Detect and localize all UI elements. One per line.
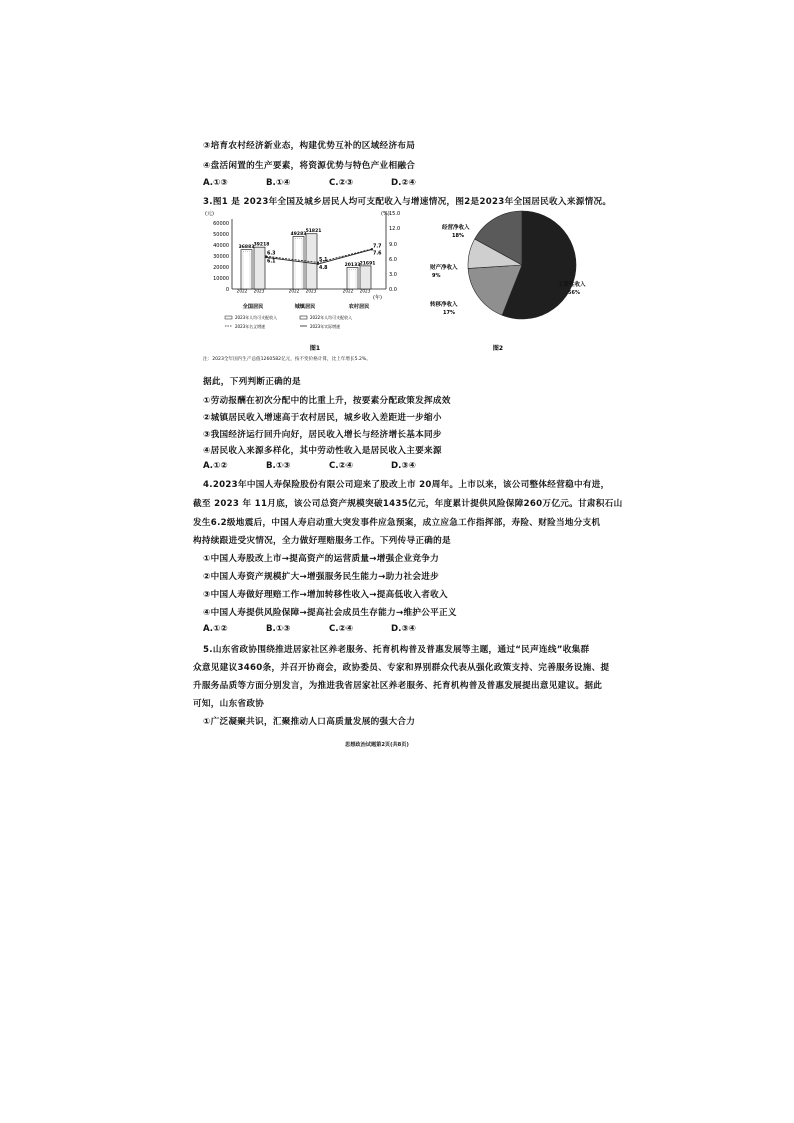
fig1-group-2: 农村居民	[348, 304, 370, 310]
prev-option-4: ④盘活闲置的生产要素，将资源优势与特色产业相融合	[203, 161, 416, 171]
q3-option-4: ④居民收入来源多样化，其中劳动性收入是居民收入主要来源	[203, 446, 442, 456]
q3-stem: 3.图1 是 2023年全国及城乡居民人均可支配收入与增速情况，图2是2023年全国居民收入来源情况。	[203, 197, 612, 207]
real-point-1	[317, 263, 319, 265]
fig1-lt-0: 60000	[213, 221, 229, 227]
fig1-lt-6: 0	[225, 287, 229, 293]
fig1-rt-2: 9.0	[389, 242, 397, 248]
fig1-lt-4: 20000	[213, 265, 229, 271]
q4-choice-c: C.②④	[329, 624, 354, 634]
q4-choice-a: A.①②	[203, 624, 228, 634]
fig1-legend-swatch-1	[300, 316, 307, 319]
q5-line-2: 众意见建议3460条，并召开协商会，政协委员、专家和界别群众代表从强化政策支持、完善服务设施、提	[193, 663, 610, 673]
pie-label-2: 财产净收入	[430, 265, 458, 271]
q5-option-1: ①广泛凝聚共识，汇聚推动人口高质量发展的强大合力	[203, 717, 416, 727]
q4-line-4: 构持续跟进受灾情况，全力做好理赔服务工作。下列传导正确的是	[193, 536, 451, 546]
fig1-legend-swatch-0	[225, 316, 232, 319]
year-tick-2-2022: 2022	[342, 288, 354, 294]
prev-choice-c: C.②③	[329, 178, 354, 188]
nominal-label-0: 6.3	[267, 251, 276, 257]
bar-0-2022	[241, 250, 252, 289]
q3-lead: 据此，下列判断正确的是	[203, 377, 301, 387]
fig1-rt-5: 0.0	[389, 287, 397, 293]
pie-label-1: 经营净收入	[442, 225, 470, 231]
bar-2-2023	[360, 266, 371, 289]
q5-line-3: 升服务品质等方面分别发言，为推进我省居家社区养老服务、托育机构普及普惠发展提出意见建议。据此	[193, 681, 603, 691]
q4-line-1: 4.2023年中国人寿保险股份有限公司迎来了股改上市 20周年。上市以来，该公司整体经营稳中有进，	[203, 480, 610, 490]
real-label-0: 6.1	[267, 259, 276, 265]
bar-1-2022	[293, 236, 304, 289]
q4-line-2: 截至 2023 年 11月底，该公司总资产规模突破1435亿元，年度累计提供风险保障260万亿元。甘肃积石山	[193, 499, 623, 509]
pie-label-0: 工资性收入	[558, 282, 586, 288]
fig1-lt-2: 40000	[213, 243, 229, 249]
bar-label-2-2023: 21691	[359, 261, 376, 267]
fig1-rt-0: 15.0	[389, 211, 401, 217]
q3-note: 注：2023全年国内生产总值1260582亿元，按不变价格计算，比上年增长5.2%。	[203, 357, 371, 362]
figure2-chart	[430, 205, 605, 353]
q3-choice-a: A.①②	[203, 461, 228, 471]
fig1-rt-1: 12.0	[389, 226, 401, 232]
fig1-legend-3: 2023年实际增速	[310, 324, 341, 329]
fig1-lt-5: 10000	[213, 276, 229, 282]
figure1-chart	[195, 205, 405, 353]
page-footer: 思想政治试题第2页(共8页)	[345, 742, 409, 748]
fig1-rt-4: 3.0	[389, 272, 397, 278]
q4-choice-b: B.①③	[266, 624, 291, 634]
real-label-1: 4.8	[319, 266, 328, 272]
fig1-legend-2: 2023年名义增速	[235, 324, 266, 329]
bar-label-2-2022: 20133	[344, 263, 361, 269]
pie-label-3: 转移净收入	[430, 302, 458, 308]
nominal-label-1: 5.1	[319, 257, 328, 263]
prev-choice-b: B.①④	[266, 178, 291, 188]
q5-line-4: 可知，山东省政协	[193, 699, 265, 709]
real-point-2	[371, 248, 373, 250]
year-tick-1-2022: 2022	[288, 288, 300, 294]
q5-line-1: 5.山东省政协围绕推进居家社区养老服务、托育机构普及普惠发展等主题，通过“民声连线”收集群	[203, 645, 590, 655]
q3-choice-c: C.②④	[329, 461, 354, 471]
fig1-group-0: 全国居民	[242, 304, 264, 310]
bar-label-1-2023: 51821	[305, 229, 322, 235]
fig1-rt-3: 6.0	[389, 257, 397, 263]
prev-option-3: ③培育农村经济新业态，构建优势互补的区域经济布局	[203, 141, 416, 151]
year-tick-0-2023: 2023	[253, 288, 265, 294]
fig1-group-1: 城镇居民	[294, 304, 316, 310]
bar-2-2022	[347, 268, 358, 289]
pie-pct-1: 18%	[452, 233, 464, 239]
q3-option-1: ①劳动报酬在初次分配中的比重上升，按要素分配政策发挥成效	[203, 396, 451, 406]
q3-option-2: ②城镇居民收入增速高于农村居民，城乡收入差距进一步缩小	[203, 413, 442, 423]
prev-choice-a: A.①③	[203, 178, 228, 188]
q4-option-4: ④中国人寿提供风险保障→提高社会成员生存能力→维护公平正义	[203, 608, 457, 618]
year-tick-0-2022: 2022	[236, 288, 248, 294]
q3-choice-b: B.①③	[266, 461, 291, 471]
bar-label-0-2023: 39218	[253, 242, 270, 248]
fig1-legend-1: 2022年人均可支配收入	[310, 315, 353, 320]
q4-option-2: ②中国人寿资产规模扩大→增强服务民生能力→助力社会进步	[203, 572, 440, 582]
fig2-caption: 图2	[492, 345, 504, 352]
year-tick-2-2023: 2023	[359, 288, 371, 294]
q3-option-3: ③我国经济运行回升向好，居民收入增长与经济增长基本同步	[203, 430, 442, 440]
fig1-legend-0: 2023年人均可支配收入	[235, 315, 278, 320]
bar-label-0-2022: 36883	[238, 245, 255, 251]
bar-label-1-2022: 49283	[290, 231, 307, 237]
year-tick-1-2023: 2023	[305, 288, 317, 294]
pie-pct-0: 56%	[568, 290, 580, 296]
nominal-label-2: 7.7	[373, 244, 382, 250]
fig1-caption: 图1	[309, 345, 321, 352]
fig1-lt-3: 30000	[213, 254, 229, 260]
prev-choice-d: D.②④	[391, 178, 416, 188]
fig1-x-unit: (年)	[373, 295, 382, 301]
fig1-left-unit: (元)	[205, 211, 214, 217]
q3-choice-d: D.③④	[391, 461, 416, 471]
fig1-right-unit: (%)	[381, 211, 390, 217]
pie-pct-2: 9%	[432, 273, 441, 279]
q4-line-3: 发生6.2级地震后，中国人寿启动重大突发事件应急预案，成立应急工作指挥部，寿险、财险当地分支机	[193, 518, 601, 528]
pie-pct-3: 17%	[443, 310, 455, 316]
bar-0-2023	[254, 247, 265, 289]
real-point-0	[265, 256, 267, 258]
q4-option-3: ③中国人寿做好理赔工作→增加转移性收入→提高低收入者收入	[203, 590, 448, 600]
real-label-2: 7.6	[373, 251, 382, 257]
q4-option-1: ①中国人寿股改上市→提高资产的运营质量→增强企业竞争力	[203, 554, 440, 564]
q4-choice-d: D.③④	[391, 624, 416, 634]
fig1-lt-1: 50000	[213, 232, 229, 238]
